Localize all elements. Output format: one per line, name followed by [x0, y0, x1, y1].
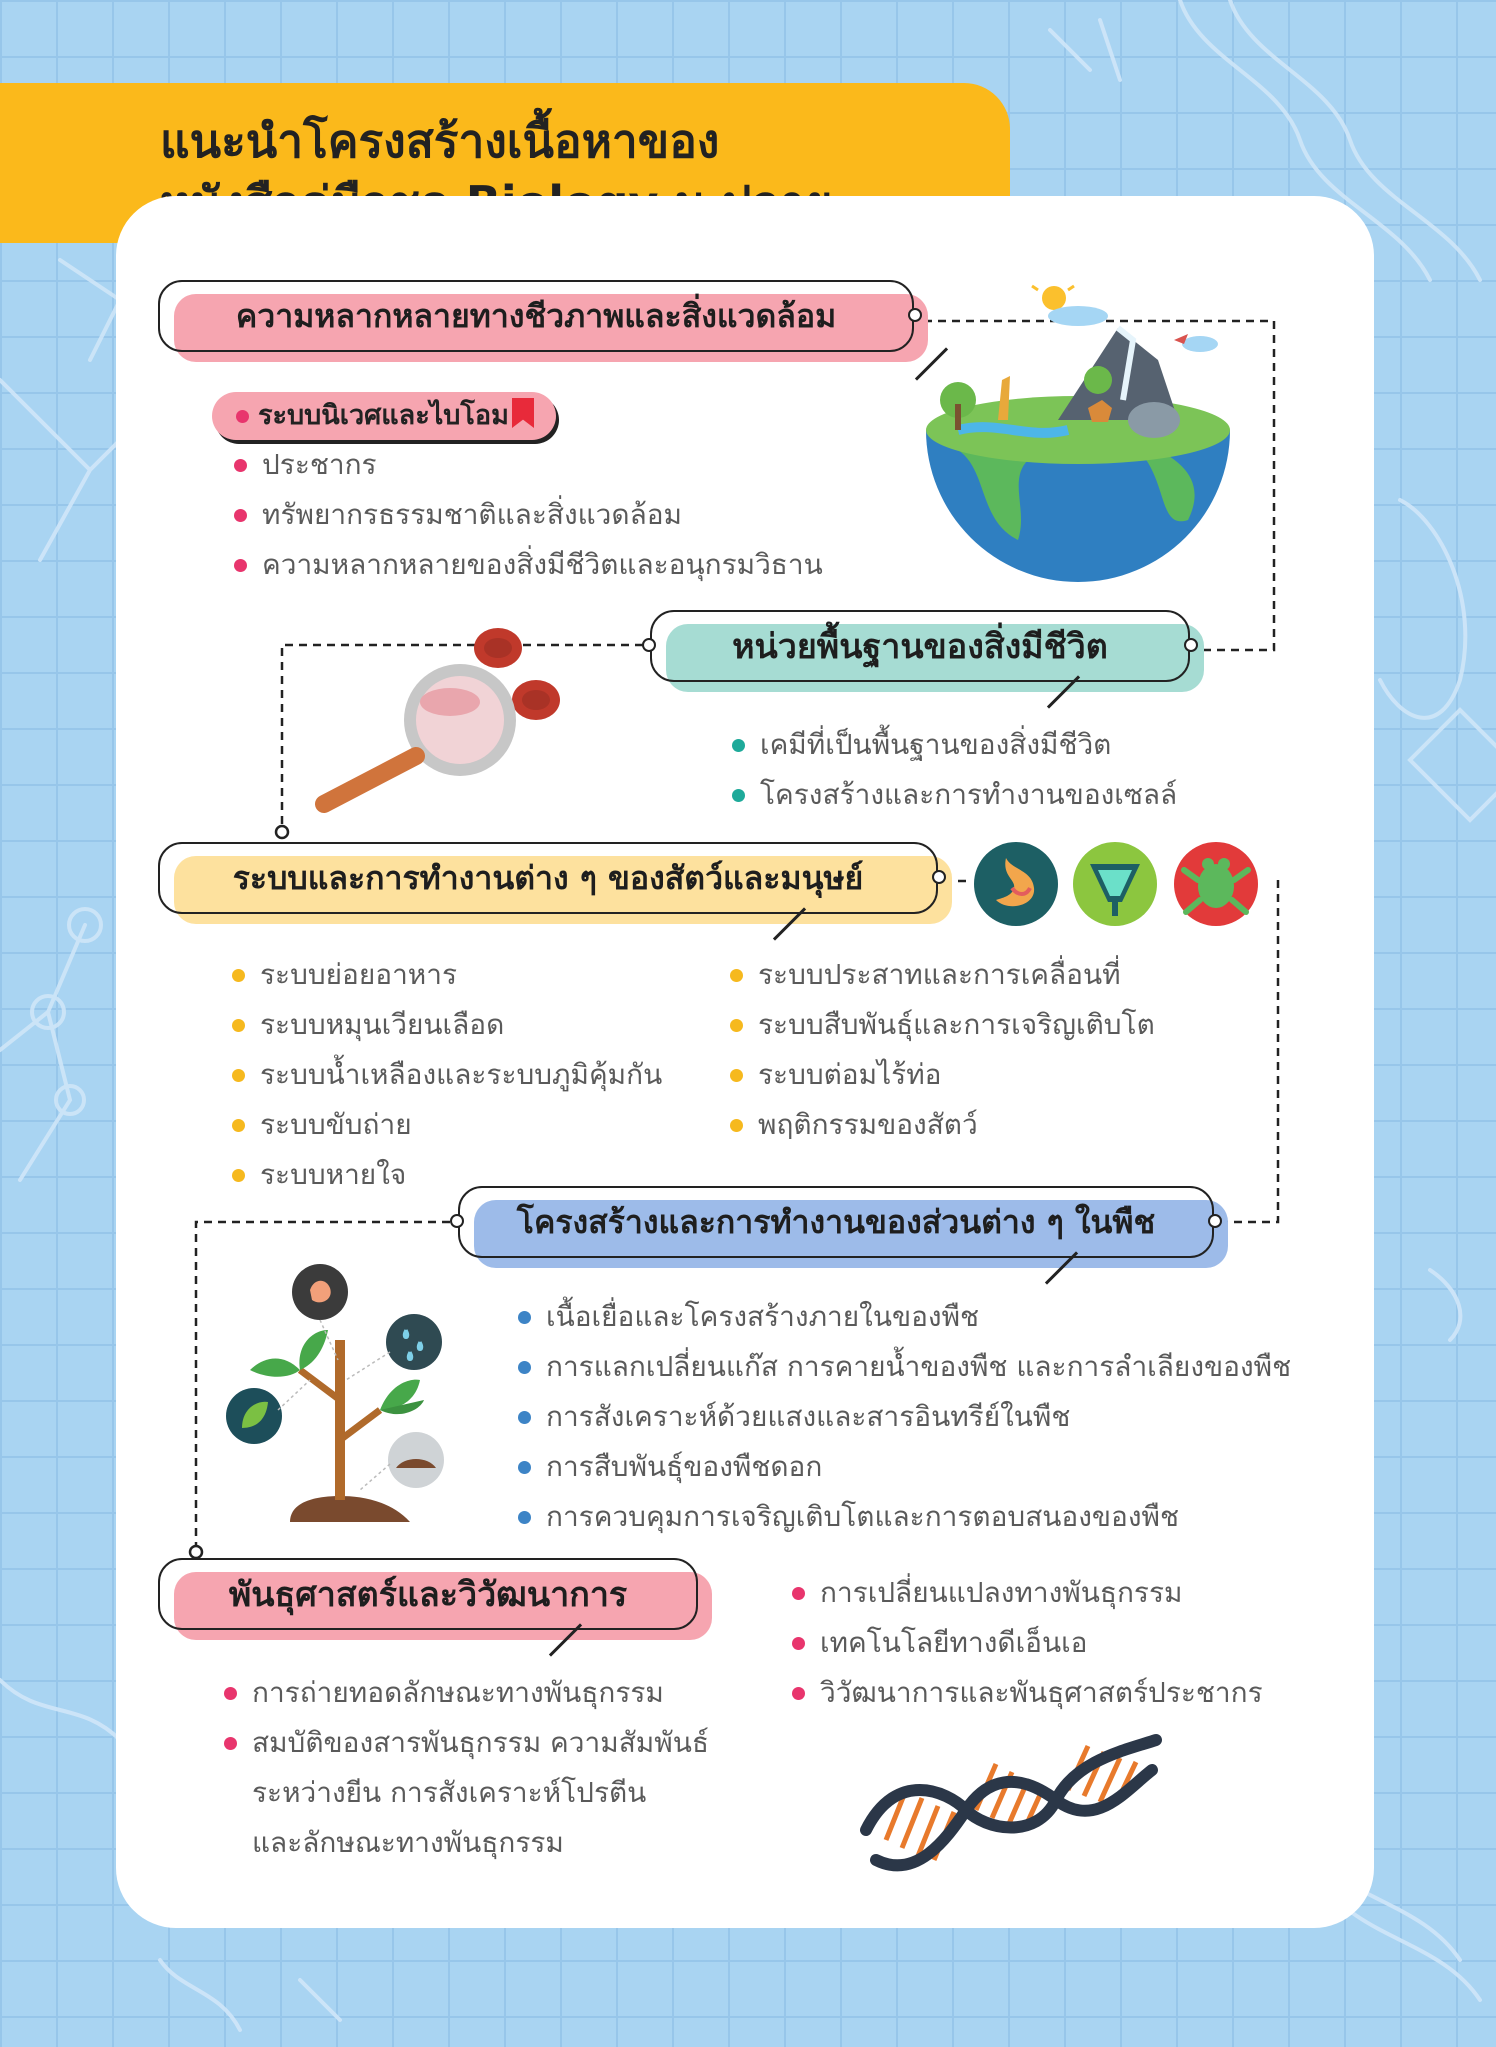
list-item-label: การสืบพันธุ์ของพืชดอก — [546, 1450, 823, 1483]
section-animal-systems-header — [158, 842, 938, 914]
bullet-dot — [518, 1361, 531, 1374]
list-item-label: วิวัฒนาการและพันธุศาสตร์ประชากร — [820, 1676, 1263, 1709]
list-item — [228, 950, 662, 1000]
section-basic-unit-title: หน่วยพื้นฐานของสิ่งมีชีวิต — [732, 627, 1108, 667]
list-item — [514, 1492, 1291, 1542]
magnifier-cells-icon — [310, 620, 570, 820]
list-item — [220, 1668, 709, 1718]
section-plant-list — [514, 1292, 1291, 1542]
bullet-dot — [232, 1119, 245, 1132]
connector-dot — [642, 638, 656, 652]
list-item-label: ทรัพยากรธรรมชาติและสิ่งแวดล้อม — [262, 498, 682, 531]
section-biodiversity-header — [158, 280, 914, 352]
bullet-dot — [232, 1169, 245, 1182]
bullet-dot — [518, 1411, 531, 1424]
bullet-dot — [224, 1737, 237, 1750]
list-item-label: การเปลี่ยนแปลงทางพันธุกรรม — [820, 1576, 1183, 1609]
list-item — [514, 1392, 1291, 1442]
list-item — [788, 1618, 1263, 1668]
list-item-label: เคมีที่เป็นพื้นฐานของสิ่งมีชีวิต — [760, 728, 1112, 761]
list-item — [230, 540, 823, 590]
connector-dot — [932, 870, 946, 884]
animal-icons-row — [972, 840, 1262, 930]
list-item — [220, 1718, 709, 1768]
highlight-badge — [212, 392, 556, 440]
section-animal-systems-list-right — [726, 950, 1155, 1150]
section-genetics-list-left — [220, 1668, 709, 1768]
list-item — [228, 1050, 662, 1100]
bullet-dot — [236, 410, 249, 423]
list-item — [728, 720, 1177, 770]
bullet-dot — [730, 1069, 743, 1082]
list-item — [230, 440, 823, 490]
list-item-label: ระบบหมุนเวียนเลือด — [260, 1008, 505, 1041]
list-item-label: ระบบน้ำเหลืองและระบบภูมิคุ้มกัน — [260, 1058, 663, 1091]
bullet-dot — [792, 1637, 805, 1650]
bullet-dot — [234, 509, 247, 522]
section-basic-unit-list — [728, 720, 1177, 820]
list-item-continuation: และลักษณะทางพันธุกรรม — [252, 1826, 564, 1859]
list-item-label: เนื้อเยื่อและโครงสร้างภายในของพืช — [546, 1300, 980, 1333]
bullet-dot — [730, 1019, 743, 1032]
list-item-label: ระบบประสาทและการเคลื่อนที่ — [758, 958, 1121, 991]
list-item — [726, 950, 1155, 1000]
section-genetics-title: พันธุศาสตร์และวิวัฒนาการ — [228, 1575, 628, 1615]
list-item-label: การถ่ายทอดลักษณะทางพันธุกรรม — [252, 1676, 664, 1709]
list-item — [726, 1000, 1155, 1050]
connector-dot — [1184, 638, 1198, 652]
dna-icon — [856, 1730, 1166, 1890]
section-plant-header — [458, 1186, 1214, 1258]
bullet-dot — [518, 1461, 531, 1474]
list-item-label: ความหลากหลายของสิ่งมีชีวิตและอนุกรมวิธาน — [262, 548, 823, 581]
list-item — [514, 1292, 1291, 1342]
connector-dot — [1208, 1214, 1222, 1228]
frog-icon — [1174, 842, 1258, 926]
list-item-label: ระบบย่อยอาหาร — [260, 958, 458, 991]
list-item-label: โครงสร้างและการทำงานของเซลล์ — [760, 778, 1178, 811]
list-item-continuation: ระหว่างยีน การสังเคราะห์โปรตีน — [252, 1776, 647, 1809]
bullet-dot — [730, 969, 743, 982]
section-animal-systems-list-left — [228, 950, 662, 1200]
list-item-label: พฤติกรรมของสัตว์ — [758, 1108, 978, 1141]
plant-diagram-icon — [220, 1260, 460, 1530]
section-basic-unit-header — [650, 610, 1190, 682]
bullet-dot — [232, 969, 245, 982]
list-item-label: ระบบหายใจ — [260, 1158, 407, 1191]
connector-dot — [450, 1214, 464, 1228]
bullet-dot — [730, 1119, 743, 1132]
list-item — [788, 1568, 1263, 1618]
list-item — [726, 1100, 1155, 1150]
list-item-label: ประชากร — [262, 448, 377, 481]
list-item — [514, 1342, 1291, 1392]
list-item-label: ระบบต่อมไร้ท่อ — [758, 1058, 942, 1091]
stomach-icon — [974, 842, 1058, 926]
section-animal-systems-title: ระบบและการทำงานต่าง ๆ ของสัตว์และมนุษย์ — [232, 858, 864, 897]
section-genetics-header — [158, 1558, 698, 1630]
list-item-label: ระบบขับถ่าย — [260, 1108, 412, 1141]
list-item — [788, 1668, 1263, 1718]
bullet-dot — [792, 1687, 805, 1700]
list-item-label: ระบบสืบพันธุ์และการเจริญเติบโต — [758, 1008, 1155, 1041]
bullet-dot — [732, 739, 745, 752]
bookmark-icon — [512, 398, 534, 428]
list-item — [726, 1050, 1155, 1100]
list-item — [228, 1000, 662, 1050]
list-item-label: เทคโนโลยีทางดีเอ็นเอ — [820, 1626, 1088, 1659]
bullet-dot — [232, 1069, 245, 1082]
list-item-label: การควบคุมการเจริญเติบโตและการตอบสนองของพืช — [546, 1500, 1180, 1533]
section-plant-title: โครงสร้างและการทำงานของส่วนต่าง ๆ ในพืช — [516, 1202, 1156, 1241]
thyroid-icon — [1073, 842, 1157, 926]
bullet-dot — [224, 1687, 237, 1700]
list-item — [228, 1100, 662, 1150]
bullet-dot — [232, 1019, 245, 1032]
list-item — [728, 770, 1177, 820]
page-title-line1: แนะนำโครงสร้างเนื้อหาของ — [160, 114, 720, 168]
list-item-label: การสังเคราะห์ด้วยแสงและสารอินทรีย์ในพืช — [546, 1400, 1071, 1433]
list-item — [230, 490, 823, 540]
bullet-dot — [234, 559, 247, 572]
bullet-dot — [234, 459, 247, 472]
bullet-dot — [518, 1511, 531, 1524]
list-item — [514, 1442, 1291, 1492]
highlight-badge-label: ระบบนิเวศและไบโอม — [258, 400, 509, 431]
section-biodiversity-title: ความหลากหลายทางชีวภาพและสิ่งแวดล้อม — [235, 296, 837, 335]
section-genetics-list-right — [788, 1568, 1263, 1718]
bullet-dot — [732, 789, 745, 802]
section-biodiversity-list — [230, 440, 823, 590]
list-item-label: การแลกเปลี่ยนแก๊ส การคายน้ำของพืช และการลำเลียงของพืช — [546, 1350, 1292, 1383]
bullet-dot — [518, 1311, 531, 1324]
list-item-label: สมบัติของสารพันธุกรรม ความสัมพันธ์ — [252, 1726, 709, 1759]
bullet-dot — [792, 1587, 805, 1600]
earth-ecosystem-icon — [918, 280, 1238, 600]
